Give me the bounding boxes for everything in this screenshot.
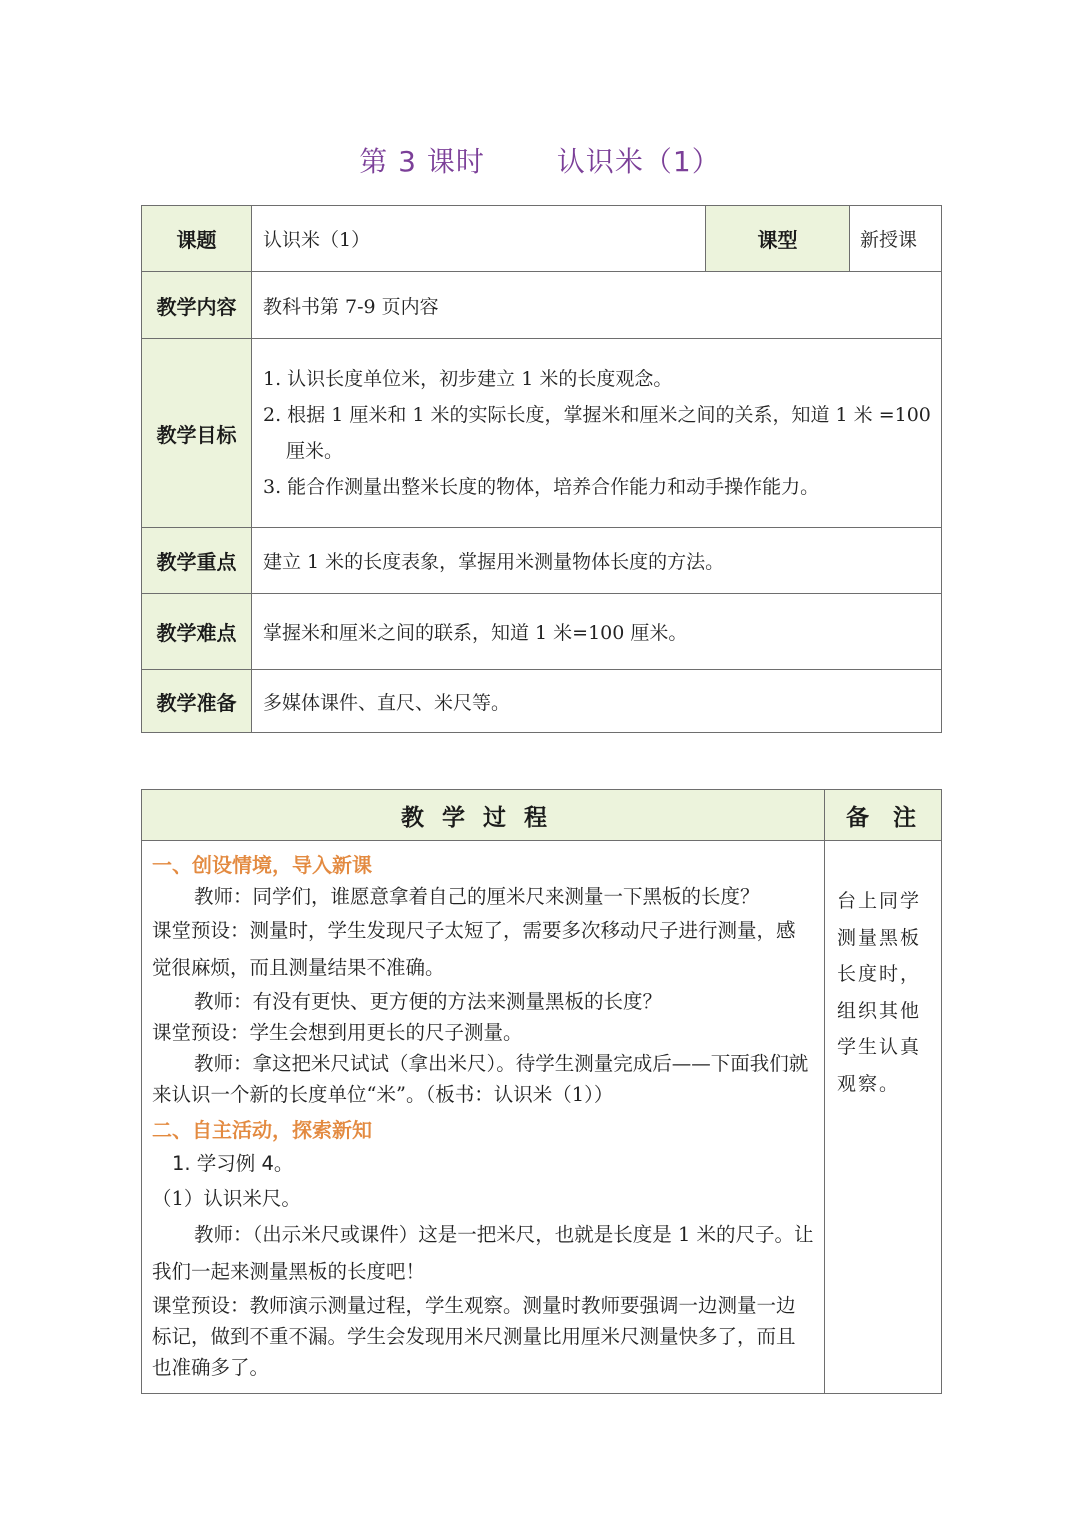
lesson-number: 第 3 课时 [359, 145, 485, 178]
goal-item: 3. 能合作测量出整米长度的物体，培养合作能力和动手操作能力。 [263, 476, 820, 498]
key-label: 教学重点 [142, 528, 252, 594]
teaching-process-table [141, 789, 942, 1394]
lesson-info-table [141, 205, 942, 733]
content-label: 教学内容 [142, 272, 252, 339]
goals-label: 教学目标 [142, 339, 252, 528]
difficulty-label: 教学难点 [142, 594, 252, 670]
prep-value: 多媒体课件、直尺、米尺等。 [252, 670, 942, 733]
notes-header: 备注 [825, 790, 942, 841]
process-body [142, 841, 825, 1394]
sub-heading: （1）认识米尺。 [152, 1187, 301, 1210]
teacher-note: 台上同学测量黑板长度时，组织其他学生认真观察。 [825, 841, 942, 1394]
process-header: 教学过程 [142, 790, 825, 841]
goal-item: 1. 认识长度单位米，初步建立 1 米的长度观念。 [263, 368, 673, 390]
section-heading: 二、自主活动，探索新知 [152, 1118, 372, 1142]
topic-value: 认识米（1） [252, 206, 706, 272]
page-title [0, 138, 1080, 182]
paragraph: 教师：同学们，谁愿意拿着自己的厘米尺来测量一下黑板的长度？ [194, 885, 760, 908]
lesson-topic: 认识米（1） [556, 145, 721, 178]
sub-heading: 1. 学习例 4。 [172, 1152, 294, 1175]
paragraph: 课堂预设：教师演示测量过程，学生观察。测量时教师要强调一边测量一边标记，做到不重不漏。学生会发现用米尺测量比用厘米尺测量快多了，而且也准确多了。 [152, 1294, 796, 1379]
paragraph: 教师：拿这把米尺试试（拿出米尺）。待学生测量完成后——下面我们就来认识一个新的长度单位“米”。（板书：认识米（1）） [152, 1052, 809, 1106]
content-value: 教科书第 7-9 页内容 [252, 272, 942, 339]
topic-label: 课题 [142, 206, 252, 272]
section-heading: 一、创设情境，导入新课 [152, 853, 372, 877]
type-value: 新授课 [850, 206, 942, 272]
goals-list [252, 339, 942, 528]
difficulty-value: 掌握米和厘米之间的联系，知道 1 米=100 厘米。 [252, 594, 942, 670]
paragraph: 课堂预设：测量时，学生发现尺子太短了，需要多次移动尺子进行测量，感觉很麻烦，而且测量结果不准确。 [152, 919, 796, 979]
paragraph: 教师：（出示米尺或课件）这是一把米尺，也就是长度是 1 米的尺子。让我们一起来测量黑板的长度吧！ [152, 1223, 814, 1283]
prep-label: 教学准备 [142, 670, 252, 733]
paragraph: 教师：有没有更快、更方便的方法来测量黑板的长度？ [194, 990, 663, 1013]
type-label: 课型 [706, 206, 850, 272]
key-value: 建立 1 米的长度表象，掌握用米测量物体长度的方法。 [252, 528, 942, 594]
goal-item: 2. 根据 1 厘米和 1 米的实际长度，掌握米和厘米之间的关系，知道 1 米 =100 厘米。 [263, 404, 931, 462]
paragraph: 课堂预设：学生会想到用更长的尺子测量。 [152, 1021, 523, 1044]
